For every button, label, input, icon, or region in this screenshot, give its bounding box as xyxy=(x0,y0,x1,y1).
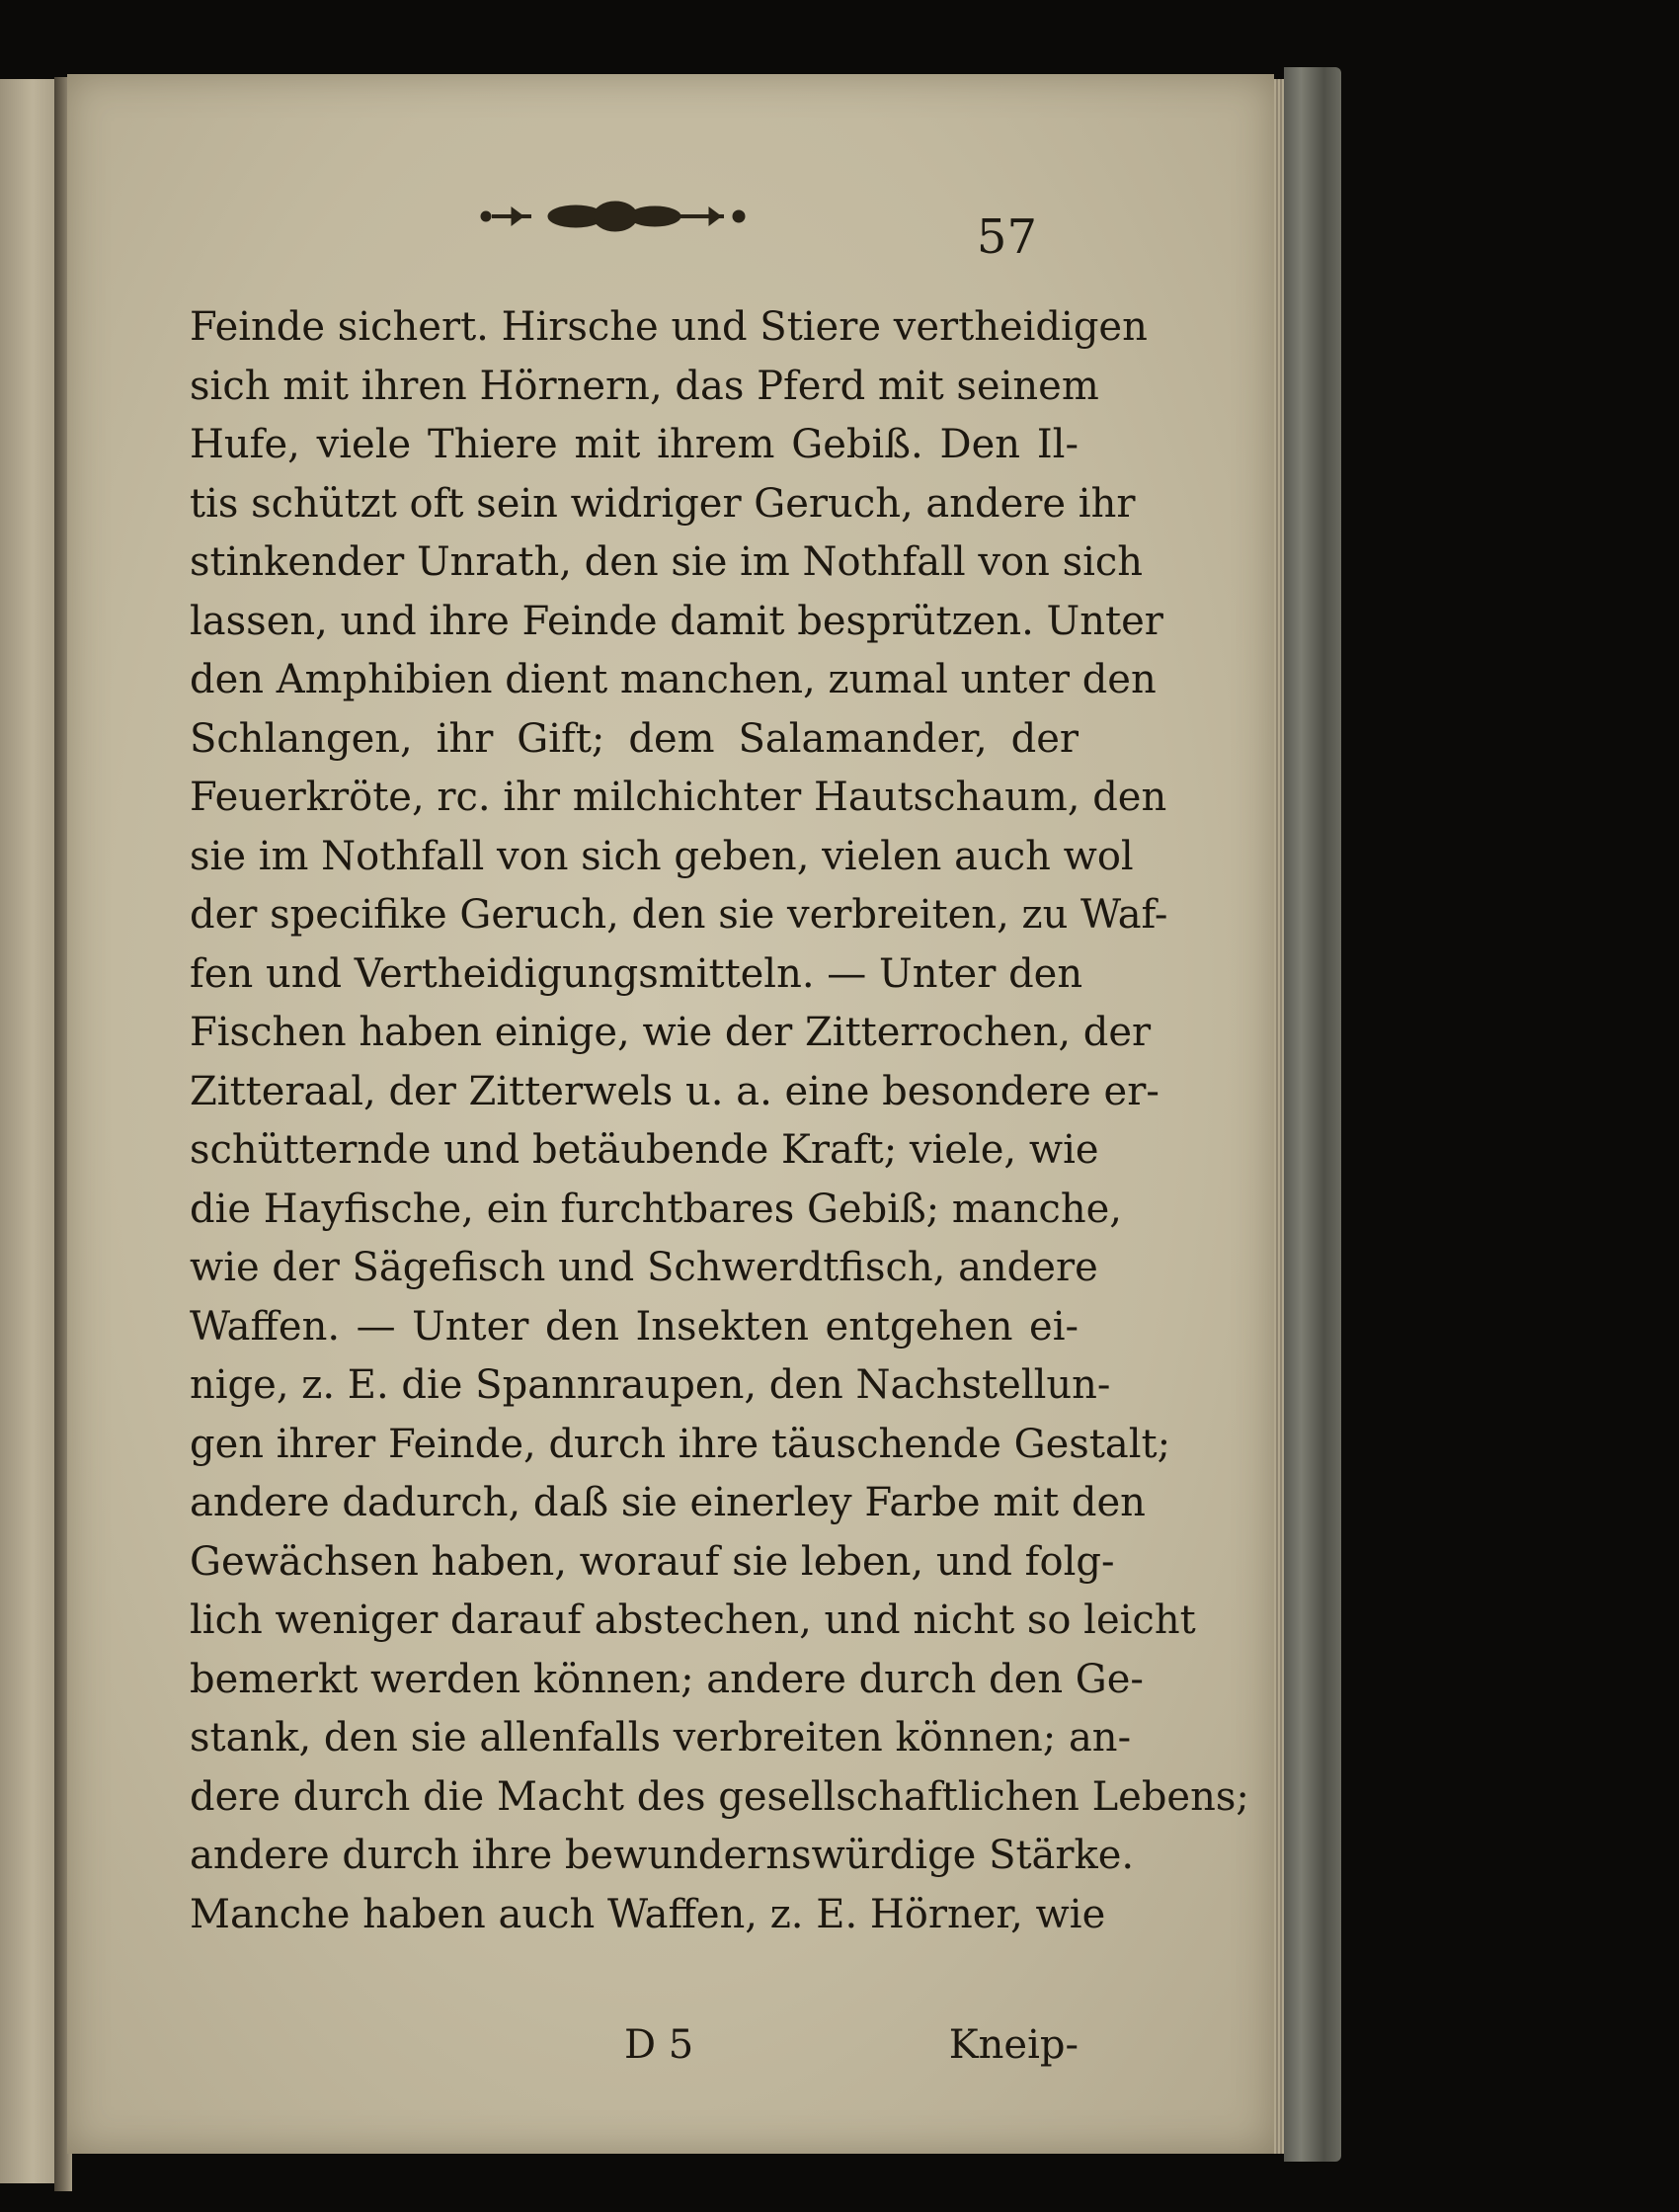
text-line: bemerkt werden können; andere durch den Ge- xyxy=(190,1656,1144,1702)
text-line: gen ihrer Feinde, durch ihre täuschende Gestalt; xyxy=(190,1421,1171,1467)
text-line: fen und Vertheidigungsmitteln. — Unter den xyxy=(190,950,1083,997)
text-line: Gewächsen haben, worauf sie leben, und folg- xyxy=(190,1538,1115,1585)
text-line: wie der Sägefisch und Schwerdtfisch, andere xyxy=(190,1245,1098,1290)
signature-mark: D 5 xyxy=(624,2022,694,2068)
text-line: Manche haben auch Waffen, z. E. Hörner, wie xyxy=(190,1891,1106,1937)
text-line: Schlangen, ihr Gift; dem Salamander, der xyxy=(190,715,1079,762)
decorative-headpiece-ornament-icon xyxy=(472,196,759,237)
text-line: lassen, und ihre Feinde damit besprützen. Unter xyxy=(190,598,1163,644)
text-line: stinkender Unrath, den sie im Nothfall von sich xyxy=(190,539,1144,585)
text-line: sich mit ihren Hörnern, das Pferd mit seinem xyxy=(190,363,1099,409)
body-text xyxy=(190,298,1249,1944)
text-line: lich weniger darauf abstechen, und nicht so leicht xyxy=(190,1598,1196,1643)
page-footer xyxy=(190,2015,1079,2075)
catchword: Kneip- xyxy=(948,2022,1079,2068)
text-line: der specifike Geruch, den sie verbreiten, zu Waf- xyxy=(190,892,1168,938)
text-line: andere durch ihre bewundernswürdige Stärke. xyxy=(190,1833,1135,1878)
text-line: Hufe, viele Thiere mit ihrem Gebiß. Den Il- xyxy=(190,422,1079,467)
text-line: Fischen haben einige, wie der Zitterrochen, der xyxy=(190,1010,1152,1055)
text-line: sie im Nothfall von sich geben, vielen auch wol xyxy=(190,833,1134,879)
text-line: nige, z. E. die Spannraupen, den Nachstellun- xyxy=(190,1362,1111,1408)
text-line: Feinde sichert. Hirsche und Stiere vertheidigen xyxy=(190,304,1148,350)
text-line: den Amphibien dient manchen, zumal unter den xyxy=(190,657,1157,702)
text-line: andere dadurch, daß sie einerley Farbe mit den xyxy=(190,1480,1146,1525)
book-cover-edge xyxy=(1284,67,1341,2162)
text-line: stank, den sie allenfalls verbreiten können; an- xyxy=(190,1715,1132,1761)
text-line: schütternde und betäubende Kraft; viele, wie xyxy=(190,1127,1099,1173)
text-line: Zitteraal, der Zitterwels u. a. eine besondere er- xyxy=(190,1068,1159,1114)
text-line: Waffen. — Unter den Insekten entgehen ei- xyxy=(190,1303,1079,1350)
text-line: tis schützt oft sein widriger Geruch, andere ihr xyxy=(190,480,1136,527)
page-number: 57 xyxy=(976,209,1037,265)
text-line: die Hayfische, ein furchtbares Gebiß; manche, xyxy=(190,1186,1122,1232)
text-line: Feuerkröte, rc. ihr milchichter Hautschaum, den xyxy=(190,775,1167,820)
text-line: dere durch die Macht des gesellschaftlichen Lebens; xyxy=(190,1773,1249,1820)
left-page-edge xyxy=(0,79,59,2183)
